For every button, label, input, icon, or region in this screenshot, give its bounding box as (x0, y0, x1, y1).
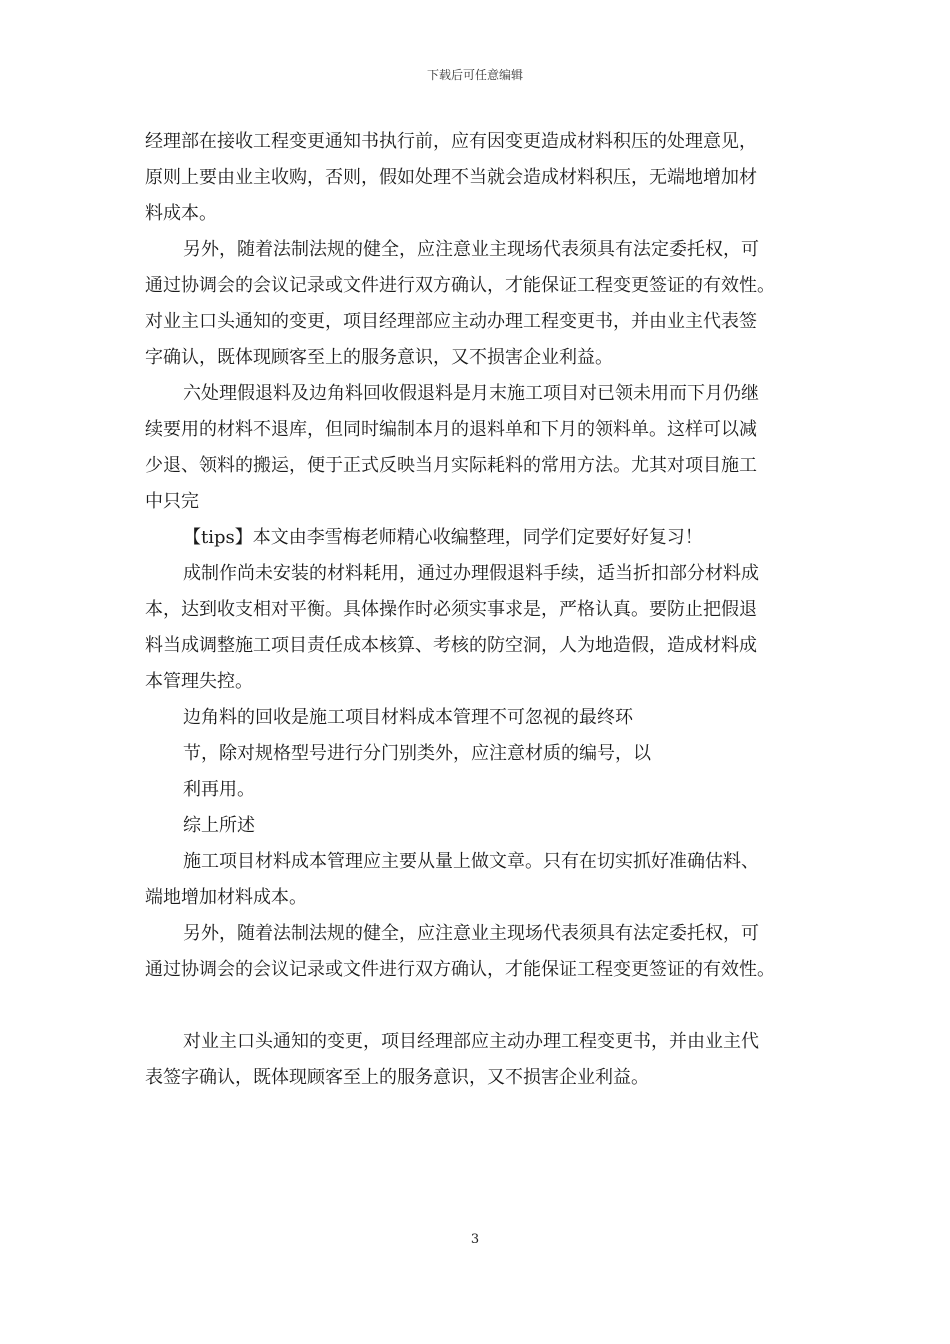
text-line: 综上所述 (183, 815, 255, 836)
text-line: 中只完 (145, 491, 199, 512)
text-line: 料成本。 (145, 203, 217, 224)
text-line: 对业主口头通知的变更，项目经理部应主动办理工程变更书，并由业主代表签 (145, 311, 757, 332)
text-line: 施工项目材料成本管理应主要从量上做文章。只有在切实抓好准确估料、 (183, 851, 759, 872)
text-line: 料当成调整施工项目责任成本核算、考核的防空洞，人为地造假，造成材料成 (145, 635, 757, 656)
text-line: 另外，随着法制法规的健全，应注意业主现场代表须具有法定委托权，可 (183, 239, 759, 260)
text-line: 另外，随着法制法规的健全，应注意业主现场代表须具有法定委托权，可 (183, 923, 759, 944)
text-line: 经理部在接收工程变更通知书执行前，应有因变更造成材料积压的处理意见， (145, 131, 757, 152)
text-line: 原则上要由业主收购，否则，假如处理不当就会造成材料积压，无端地增加材 (145, 167, 757, 188)
page-number: 3 (470, 1232, 480, 1247)
document-body (145, 124, 815, 1096)
text-line: 【tips】本文由李雪梅老师精心收编整理，同学们定要好好复习！ (183, 527, 703, 548)
text-line: 表签字确认，既体现顾客至上的服务意识，又不损害企业利益。 (145, 1067, 649, 1088)
text-line: 边角料的回收是施工项目材料成本管理不可忽视的最终环 (183, 707, 633, 728)
text-line: 本管理失控。 (145, 671, 253, 692)
text-line: 对业主口头通知的变更，项目经理部应主动办理工程变更书，并由业主代 (183, 1031, 759, 1052)
page-header: 下载后可任意编辑 (426, 68, 523, 82)
text-line: 节，除对规格型号进行分门别类外，应注意材质的编号，以 (183, 743, 651, 764)
text-line: 成制作尚未安装的材料耗用，通过办理假退料手续，适当折扣部分材料成 (183, 563, 759, 584)
text-line: 本，达到收支相对平衡。具体操作时必须实事求是，严格认真。要防止把假退 (145, 599, 757, 620)
text-line: 续要用的材料不退库，但同时编制本月的退料单和下月的领料单。这样可以减 (145, 419, 757, 440)
text-line: 端地增加材料成本。 (145, 887, 307, 908)
text-line: 通过协调会的会议记录或文件进行双方确认，才能保证工程变更签证的有效性。 (145, 275, 775, 296)
text-line: 六处理假退料及边角料回收假退料是月末施工项目对已领未用而下月仍继 (183, 383, 759, 404)
blank-line (145, 988, 815, 1024)
text-line: 字确认，既体现顾客至上的服务意识，又不损害企业利益。 (145, 347, 613, 368)
text-line: 利再用。 (183, 779, 255, 800)
text-line: 少退、领料的搬运，便于正式反映当月实际耗料的常用方法。尤其对项目施工 (145, 455, 757, 476)
text-line: 通过协调会的会议记录或文件进行双方确认，才能保证工程变更签证的有效性。 (145, 959, 775, 980)
